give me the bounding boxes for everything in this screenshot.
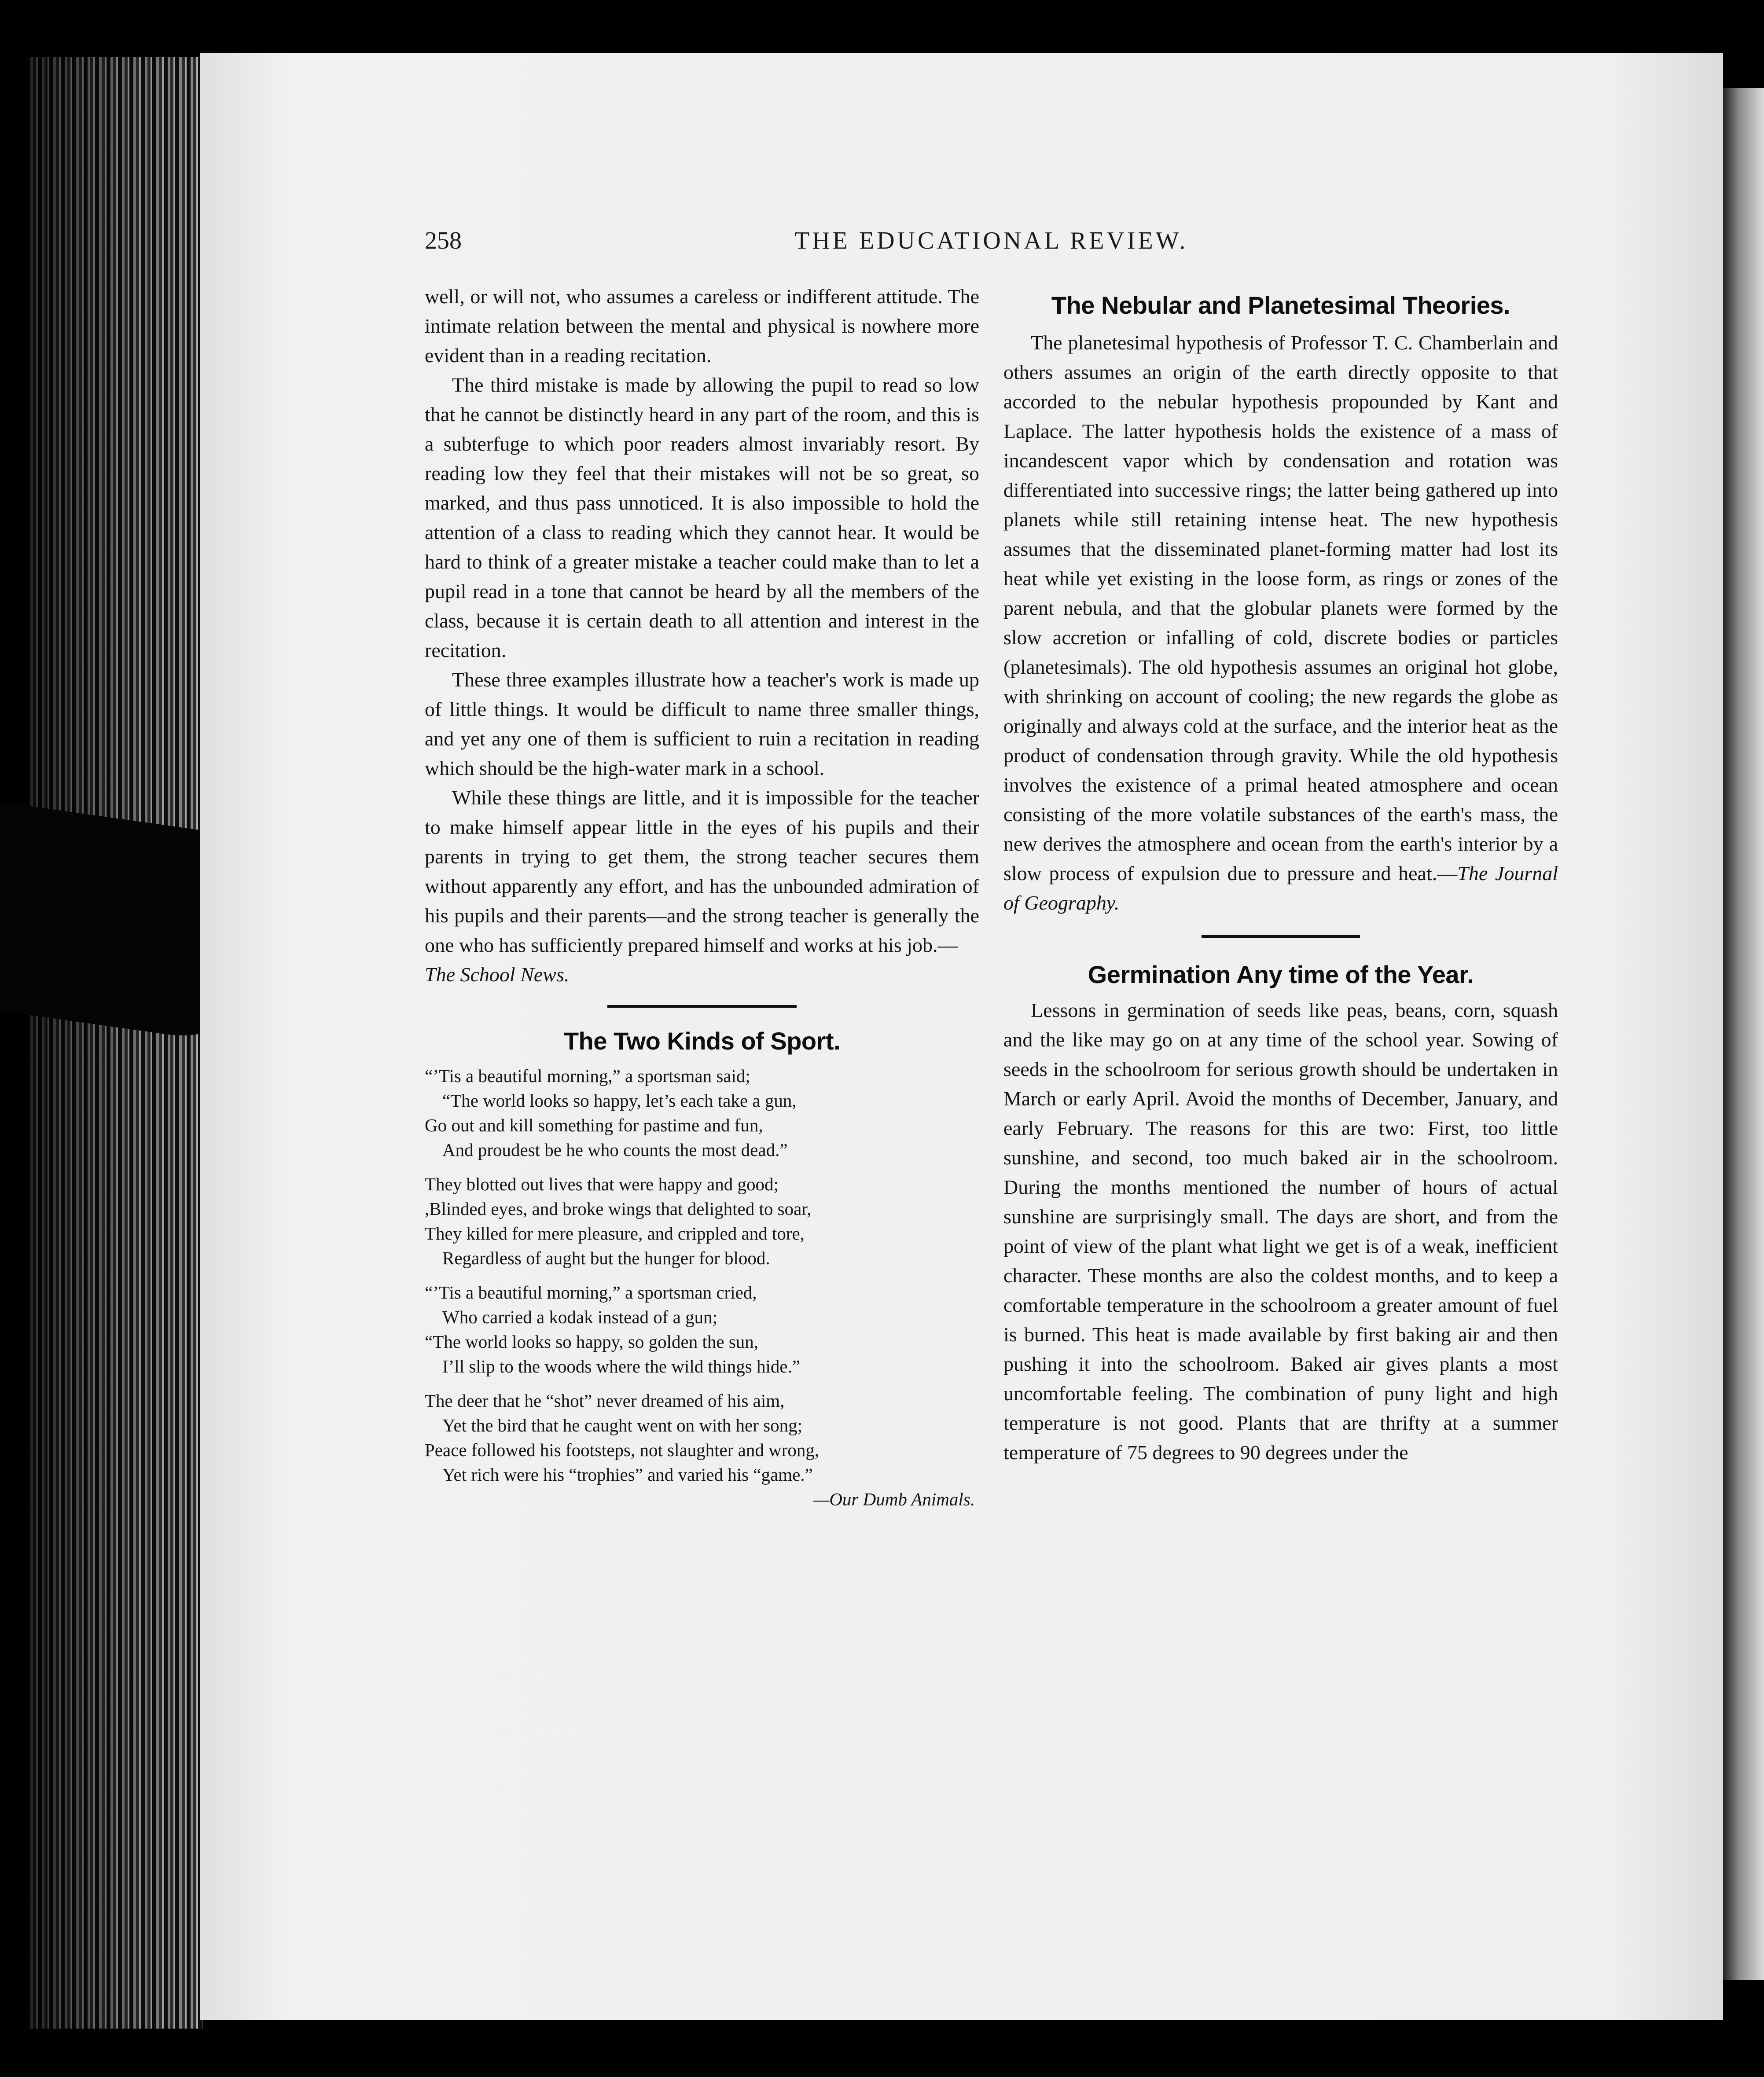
- poem-line: “The world looks so happy, let’s each take a gun,: [442, 1090, 797, 1111]
- page-edges-shadow: [26, 57, 202, 2029]
- poem-line: “The world looks so happy, so golden the sun,: [425, 1332, 759, 1352]
- source-school-news: The School News.: [425, 963, 570, 986]
- poem-line: And proudest be he who counts the most dead.”: [442, 1140, 788, 1160]
- paragraph-text: While these things are little, and it is impossible for the teacher to make himself appear little in the eyes of his pupils and their parents in trying to get them, the strong teacher secures them without apparently any effort, and has the unbounded admiration of his pupils and their parents—and the strong teacher is generally the one who has sufficiently prepared himself and works at his job.—: [425, 786, 979, 956]
- paragraph-third-mistake: The third mistake is made by allowing the pupil to read so low that he cannot be distinctly heard in any part of the room, and this is a subterfuge to which poor readers almost invariably resort. By reading low they feel that their mistakes will not be so great, so marked, and thus pass unnoticed. It is also impossible to hold the attention of a class to reading which they cannot hear. It would be hard to think of a greater mistake a teacher could make than to let a pupil read in a tone that cannot be heard by all the members of the class, because it is certain death to all attention and interest in the recitation.: [425, 374, 979, 661]
- paragraph-little-things: [425, 783, 979, 960]
- poem-line: Who carried a kodak instead of a gun;: [442, 1307, 718, 1327]
- paragraph-continued: well, or will not, who assumes a careless or indifferent attitude. The intimate relation between the mental and physical is nowhere more evident than in a reading recitation.: [425, 285, 979, 367]
- poem-line: “’Tis a beautiful morning,” a sportsman said;: [425, 1066, 750, 1086]
- page-number: 258: [425, 227, 462, 254]
- paragraph-three-examples: These three examples illustrate how a teacher's work is made up of little things. It would be difficult to name three smaller things, and yet any one of them is sufficient to ruin a recitation in reading which should be the high-water mark in a school.: [425, 668, 979, 779]
- next-page-gutter: [1723, 88, 1764, 1980]
- article-title-nebular: The Nebular and Planetesimal Theories.: [1051, 291, 1510, 319]
- attribution: [425, 960, 979, 989]
- running-title: THE EDUCATIONAL REVIEW.: [794, 227, 1188, 254]
- poem-stanza-3: [425, 1280, 979, 1379]
- poem-stanza-4: [425, 1388, 979, 1487]
- poem-line: Peace followed his footsteps, not slaughter and wrong,: [425, 1440, 820, 1460]
- article-body-germination: Lessons in germination of seeds like peas, beans, corn, squash and the like may go on at any time of the school year. Sowing of seeds in the schoolroom for serious growth should be undertaken in March or early April. Avoid the months of December, January, and early February. The reasons for this are two: First, too little sunshine, and second, too much baked air in the schoolroom. During the months mentioned the number of hours of actual sunshine are surprisingly small. The days are short, and from the point of view of the plant what light we get is of a weak, inefficient character. These months are also the coldest months, and to keep a comfortable temperature in the schoolroom a greater amount of fuel is burned. This heat is made available by first baking air and then pushing it into the schoolroom. Baked air gives plants a most uncomfortable feeling. The combination of puny light and high temperature is not good. Plants that are thrifty at a summer temperature of 75 degrees to 90 degrees under the: [1003, 999, 1558, 1464]
- poem-credit: —Our Dumb Animals.: [813, 1489, 975, 1509]
- right-column: [1003, 290, 1558, 1467]
- poem-line: Yet the bird that he caught went on with her song;: [442, 1415, 802, 1435]
- poem-line: They killed for mere pleasure, and crippled and tore,: [425, 1223, 805, 1244]
- poem-stanza-1: [425, 1064, 979, 1162]
- poem-line: ,Blinded eyes, and broke wings that delighted to soar,: [425, 1199, 812, 1219]
- left-column: [425, 282, 979, 1512]
- poem-stanza-2: [425, 1172, 979, 1270]
- poem-line: The deer that he “shot” never dreamed of his aim,: [425, 1391, 785, 1411]
- poem-line: Go out and kill something for pastime and fun,: [425, 1115, 763, 1135]
- poem-title: The Two Kinds of Sport.: [563, 1027, 841, 1055]
- page-header: [425, 227, 1265, 262]
- poem-line: They blotted out lives that were happy and good;: [425, 1174, 779, 1194]
- poem-line: Regardless of aught but the hunger for blood.: [442, 1248, 770, 1268]
- article-text: The planetesimal hypothesis of Professor T. C. Chamberlain and others assumes an origin of the earth directly opposite to that accorded to the nebular hypothesis propounded by Kant and Laplace. The latter hypothesis holds the existence of a mass of incandescent vapor which by condensation and rotation was differentiated into successive rings; the latter being gathered up into planets while still retaining intense heat. The new hypothesis assumes that the disseminated planet-forming matter had lost its heat while yet existing in the loose form, as rings or zones of the parent nebula, and that the globular planets were formed by the slow accretion or infalling of cold, discrete bodies or particles (planetesimals). The old hypothesis assumes an original hot globe, with shrinking on account of cooling; the new regards the globe as originally and always cold at the surface, and the interior heat as the product of condensation through gravity. While the old hypothesis involves the existence of a primal heated atmosphere and ocean consisting of the more volatile substances of the earth's mass, the new derives the atmosphere and ocean from the earth's interior by a slow process of expulsion due to pressure and heat.—: [1003, 331, 1558, 884]
- article-body-nebular: [1003, 328, 1558, 917]
- poem-line: “’Tis a beautiful morning,” a sportsman cried,: [425, 1282, 757, 1303]
- source-journal-of-geography: The Journal of Geography.: [1003, 862, 1558, 914]
- poem-line: Yet rich were his “trophies” and varied his “game.”: [442, 1464, 813, 1485]
- article-title-germination: Germination Any time of the Year.: [1088, 961, 1474, 988]
- poem-line: I’ll slip to the woods where the wild things hide.”: [442, 1356, 801, 1376]
